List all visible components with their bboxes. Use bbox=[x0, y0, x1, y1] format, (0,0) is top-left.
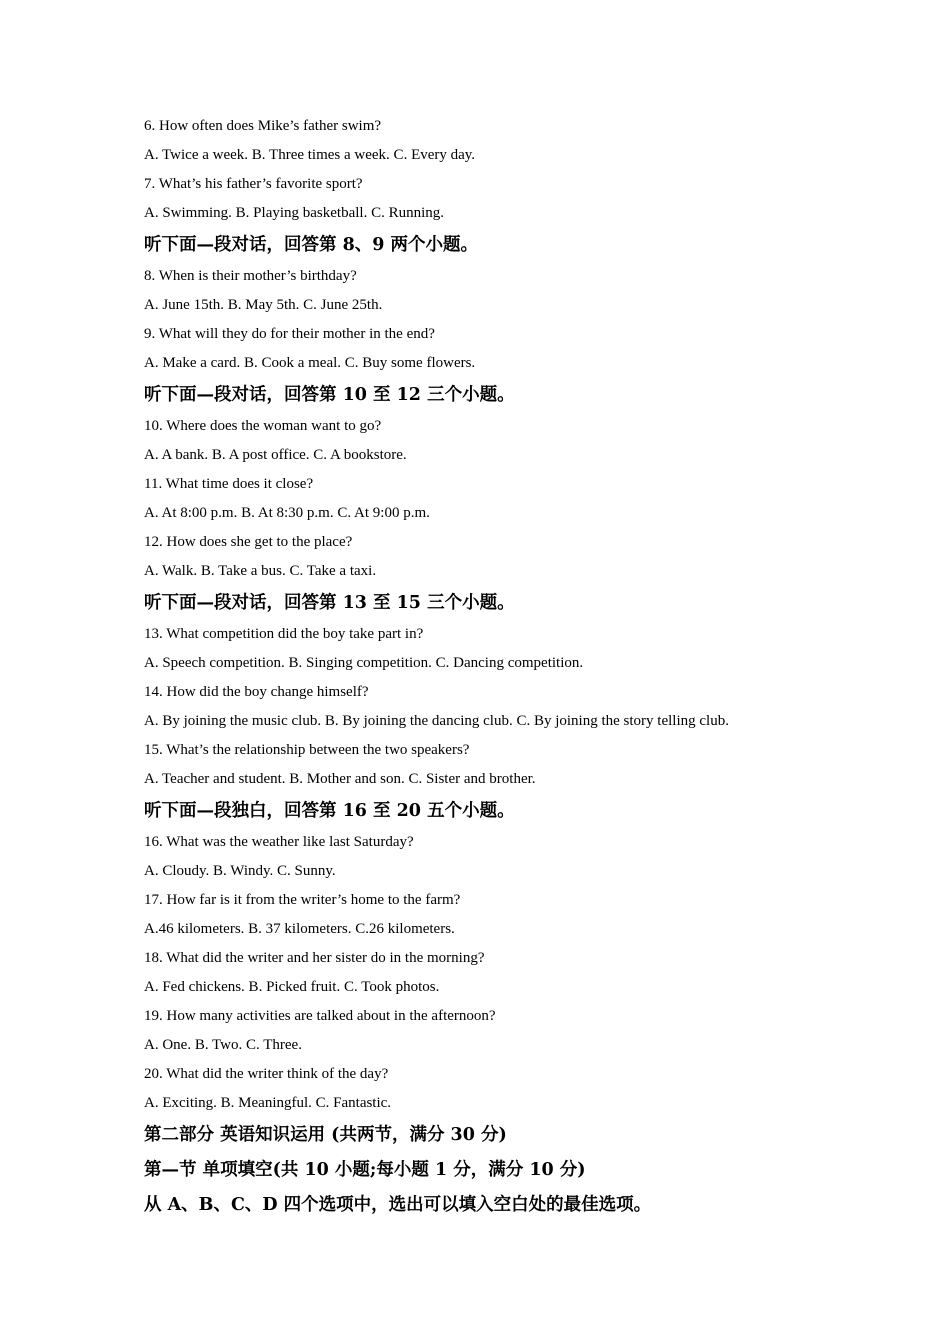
answer-options: A. Fed chickens. B. Picked fruit. C. Took photos. bbox=[144, 979, 440, 995]
section-heading: 第—节 单项填空(共 10 小题;每小题 1 分，满分 10 分) bbox=[144, 1160, 586, 1180]
question-text: 9. What will they do for their mother in the end? bbox=[144, 326, 435, 342]
document-page bbox=[144, 112, 924, 1223]
question-text: 10. Where does the woman want to go? bbox=[144, 418, 382, 434]
answer-options: A. A bank. B. A post office. C. A bookstore. bbox=[144, 447, 407, 463]
answer-options: A.46 kilometers. B. 37 kilometers. C.26 kilometers. bbox=[144, 921, 455, 937]
answer-options: A. By joining the music club. B. By joining the dancing club. C. By joining the story telling club. bbox=[144, 713, 729, 729]
question-text: 11. What time does it close? bbox=[144, 476, 314, 492]
answer-options: A. Speech competition. B. Singing competition. C. Dancing competition. bbox=[144, 655, 584, 671]
answer-options: A. Teacher and student. B. Mother and son. C. Sister and brother. bbox=[144, 771, 536, 787]
answer-options: A. Cloudy. B. Windy. C. Sunny. bbox=[144, 863, 336, 879]
answer-options: A. One. B. Two. C. Three. bbox=[144, 1037, 302, 1053]
answer-options: A. Twice a week. B. Three times a week. C. Every day. bbox=[144, 147, 476, 163]
question-text: 17. How far is it from the writer’s home to the farm? bbox=[144, 892, 461, 908]
question-text: 19. How many activities are talked about in the afternoon? bbox=[144, 1008, 496, 1024]
section-heading: 从 A、B、C、D 四个选项中，选出可以填入空白处的最佳选项。 bbox=[144, 1195, 652, 1215]
question-text: 15. What’s the relationship between the two speakers? bbox=[144, 742, 470, 758]
answer-options: A. June 15th. B. May 5th. C. June 25th. bbox=[144, 297, 383, 313]
question-text: 16. What was the weather like last Saturday? bbox=[144, 834, 414, 850]
answer-options: A. Make a card. B. Cook a meal. C. Buy some flowers. bbox=[144, 355, 476, 371]
question-text: 20. What did the writer think of the day? bbox=[144, 1066, 389, 1082]
question-text: 13. What competition did the boy take part in? bbox=[144, 626, 424, 642]
section-heading: 听下面—段对话，回答第 13 至 15 三个小题。 bbox=[144, 593, 515, 613]
answer-options: A. Swimming. B. Playing basketball. C. Running. bbox=[144, 205, 445, 221]
answer-options: A. Exciting. B. Meaningful. C. Fantastic. bbox=[144, 1095, 392, 1111]
question-text: 14. How did the boy change himself? bbox=[144, 684, 369, 700]
question-text: 7. What’s his father’s favorite sport? bbox=[144, 176, 363, 192]
question-text: 12. How does she get to the place? bbox=[144, 534, 353, 550]
section-heading: 听下面—段对话，回答第 8、9 两个小题。 bbox=[144, 235, 479, 255]
question-text: 6. How often does Mike’s father swim? bbox=[144, 118, 382, 134]
section-heading: 听下面—段对话，回答第 10 至 12 三个小题。 bbox=[144, 385, 515, 405]
document-body bbox=[144, 112, 924, 1223]
question-text: 18. What did the writer and her sister do in the morning? bbox=[144, 950, 485, 966]
answer-options: A. At 8:00 p.m. B. At 8:30 p.m. C. At 9:00 p.m. bbox=[144, 505, 430, 521]
section-heading: 听下面—段独白，回答第 16 至 20 五个小题。 bbox=[144, 801, 515, 821]
answer-options: A. Walk. B. Take a bus. C. Take a taxi. bbox=[144, 563, 377, 579]
question-text: 8. When is their mother’s birthday? bbox=[144, 268, 357, 284]
section-heading: 第二部分 英语知识运用 (共两节，满分 30 分) bbox=[144, 1125, 507, 1145]
